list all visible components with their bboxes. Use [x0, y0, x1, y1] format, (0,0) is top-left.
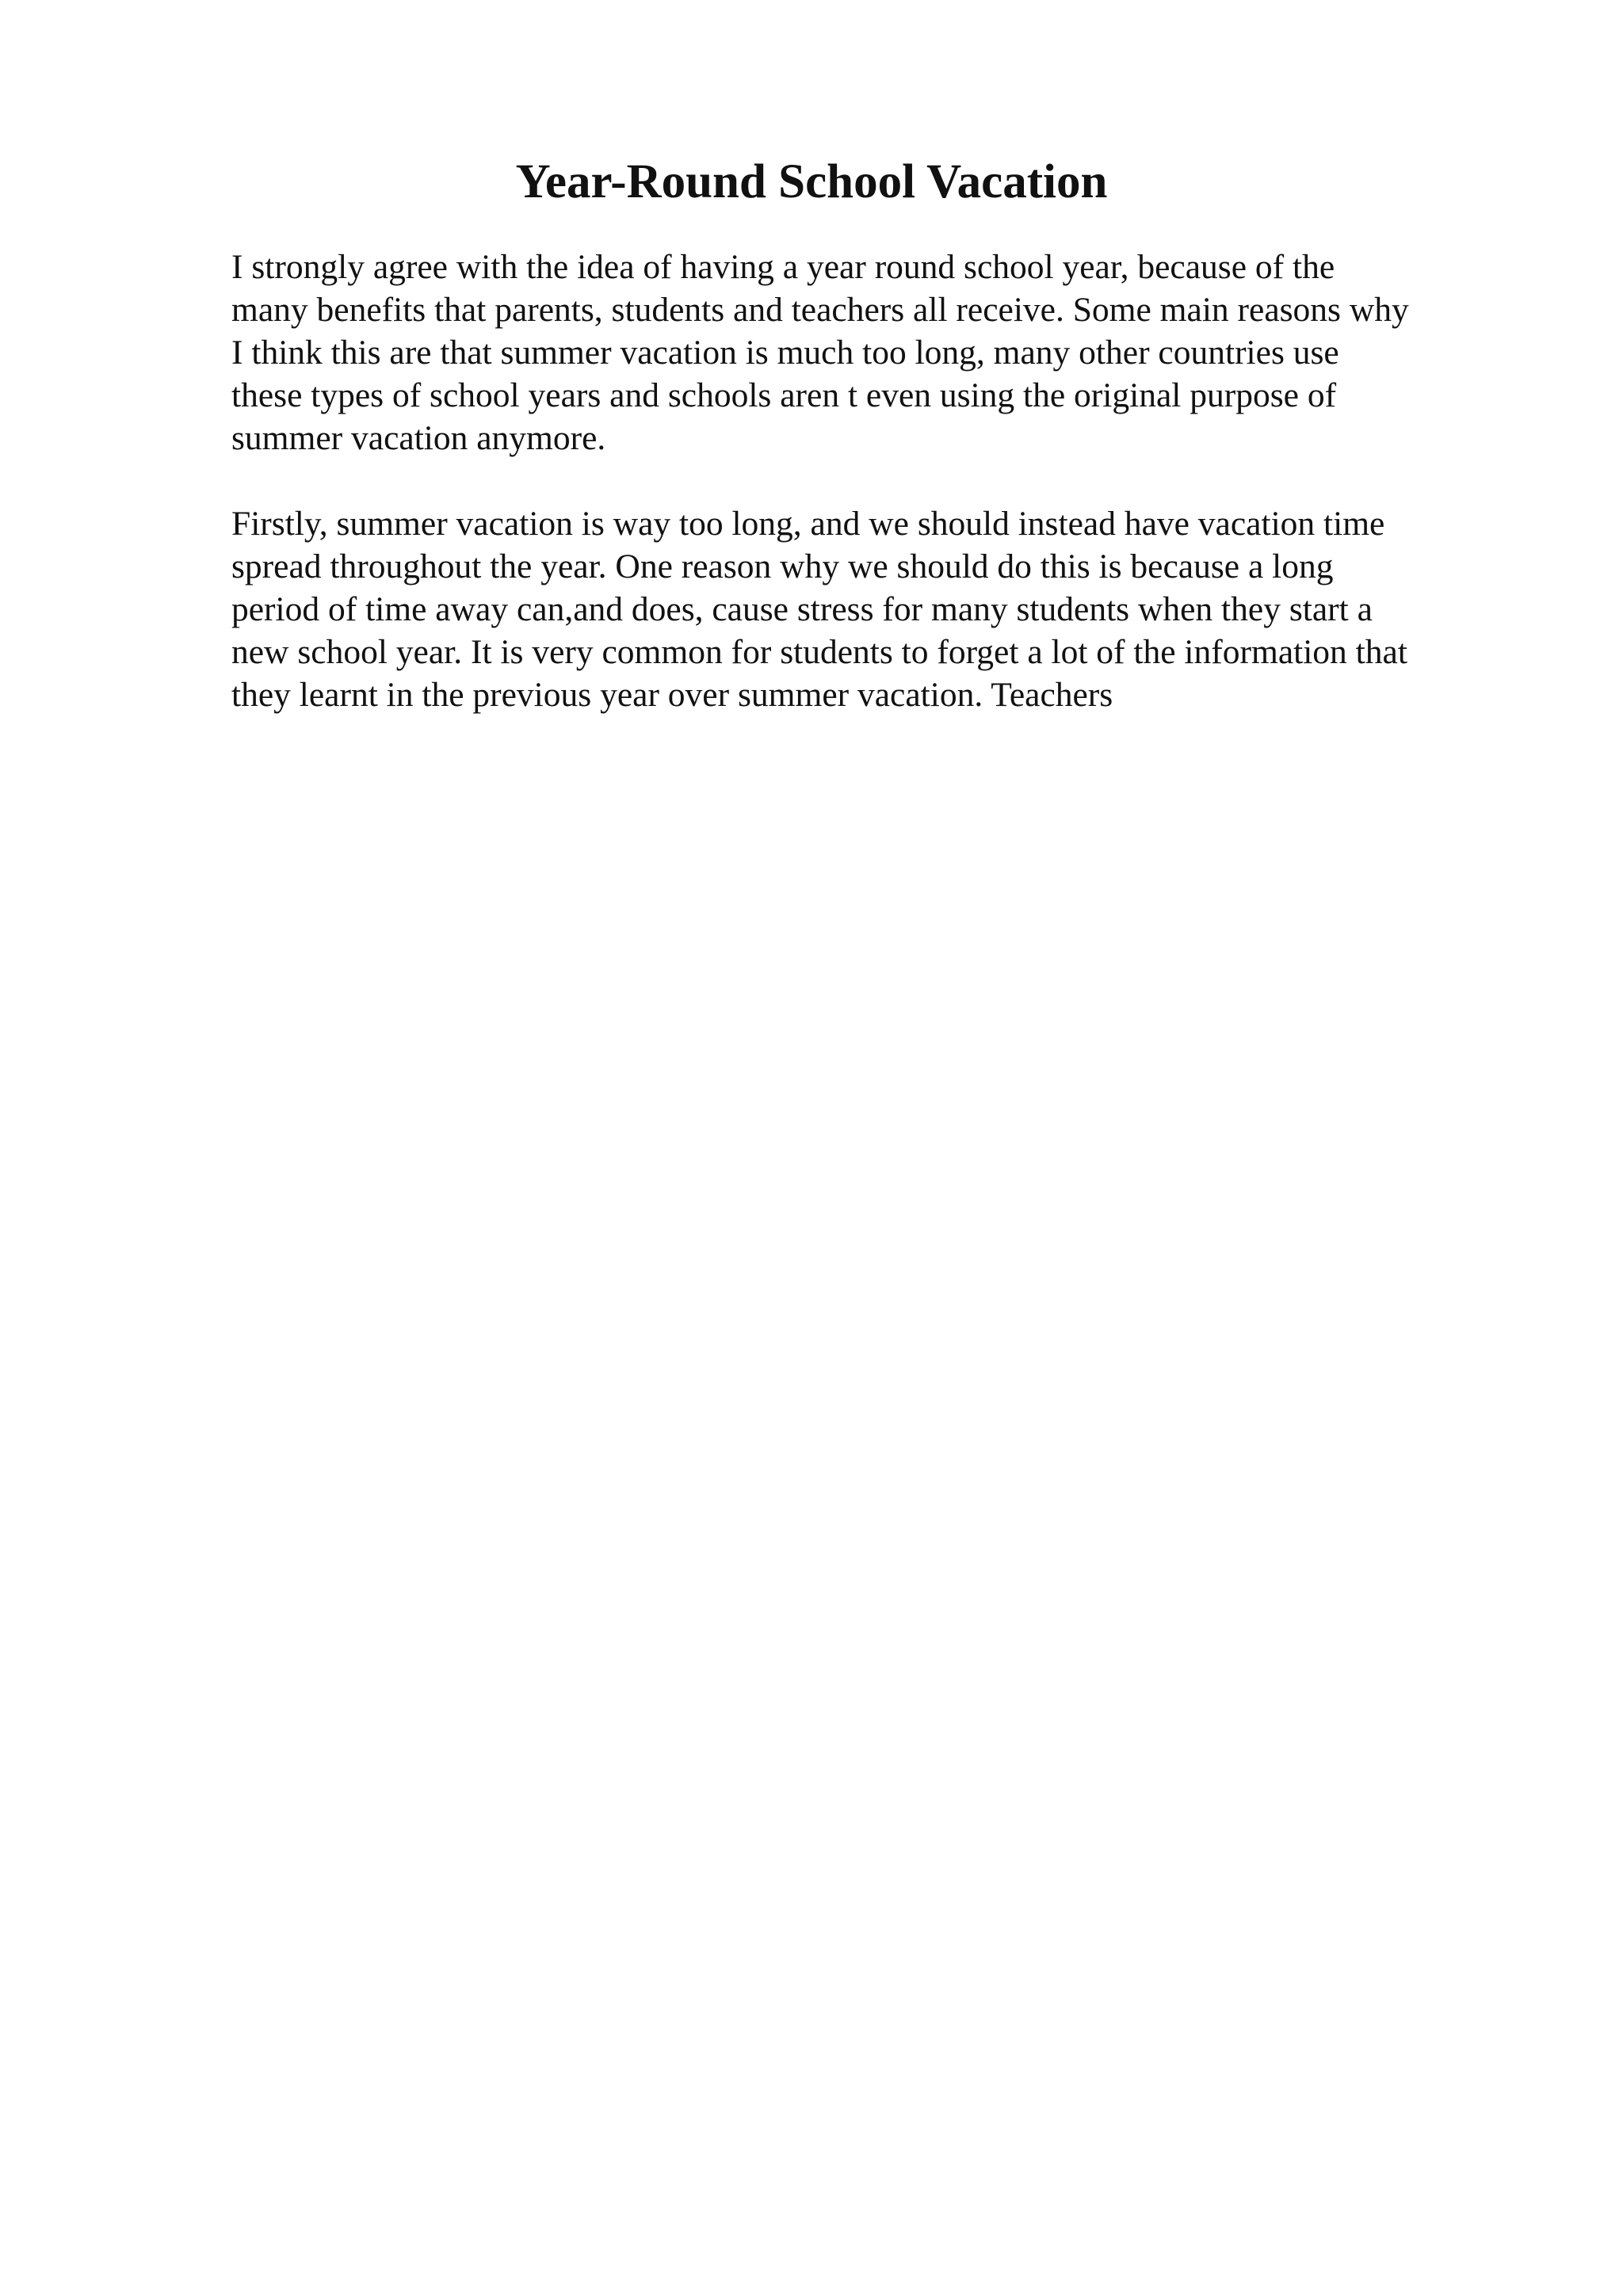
- paragraph-line: summer vacation anymore.: [231, 419, 606, 457]
- paragraph-line: I think this are that summer vacation is much too long, many other countries use: [231, 334, 1339, 372]
- document-body: [231, 246, 1515, 759]
- paragraph-2: [231, 502, 1515, 716]
- paragraph-line: spread throughout the year. One reason why we should do this is because a long: [231, 547, 1334, 585]
- paragraph-line: Firstly, summer vacation is way too long, and we should instead have vacation time: [231, 505, 1385, 543]
- document-title: Year-Round School Vacation: [515, 155, 1108, 208]
- paragraph-line: new school year. It is very common for students to forget a lot of the information that: [231, 633, 1407, 671]
- paragraph-line: many benefits that parents, students and teachers all receive. Some main reasons why: [231, 291, 1409, 329]
- paragraph-line: period of time away can,and does, cause stress for many students when they start a: [231, 590, 1373, 628]
- paragraph-line: they learnt in the previous year over summer vacation. Teachers: [231, 676, 1113, 714]
- paragraph-line: these types of school years and schools aren t even using the original purpose of: [231, 376, 1337, 414]
- paragraph-1: [231, 246, 1515, 460]
- paragraph-line: I strongly agree with the idea of having a year round school year, because of the: [231, 248, 1335, 286]
